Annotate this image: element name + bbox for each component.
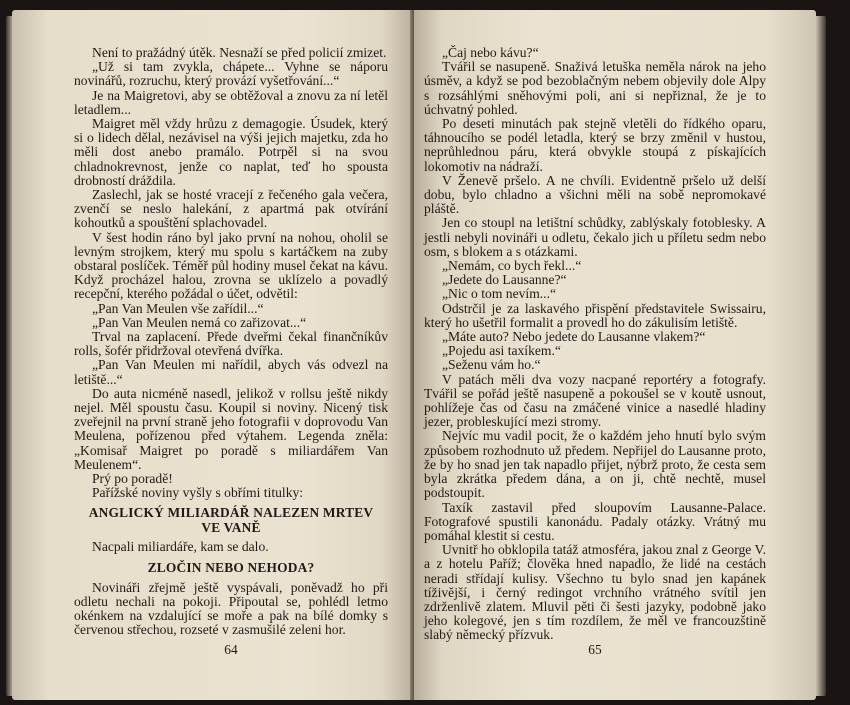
- headline-line: VE VANĚ: [201, 519, 261, 535]
- paragraph: Nejvíc mu vadil pocit, že o každém jeho hnutí bylo svým způsobem rozhodnuto už předem. Nepřijel do Lausanne proto, že by ho snad jen tak napadlo přijet, nýbrž proto, že cesta sem byla zkrátka předem dána, a on ji, chtě nechtě, musel podstoupit.: [424, 428, 766, 501]
- paragraph: Prý po poradě!: [92, 471, 173, 487]
- paragraph: „Čaj nebo kávu?“: [442, 45, 539, 60]
- paragraph: Tvářil se nasupeně. Snaživá letuška neměla nárok na jeho úsměv, a když se pod bezoblačným nebem objevily dole Alpy s rozsáhlými sněhovými poli, ani si nepřiznal, že je to úchvatný pohled.: [424, 59, 766, 117]
- paragraph: Novináři zřejmě ještě vyspávali, poněvadž ho při odletu nechali na pokoji. Připoutal se, pohlédl letmo okénkem na vzdalující se moře a pak na bílé domky s červenou střechou, rozseté v zasmušilé zeleni hor.: [74, 579, 388, 638]
- paragraph: Maigret měl vždy hrůzu z demagogie. Úsudek, který si o lidech dělal, nezávisel na výši jejich majetku, zda ho měli dost anebo pramálo. Potrpěl si na svou chladnokrevnost, jenže co naplat, teď ho spousta drobností dráždila.: [74, 116, 388, 188]
- newspaper-subheadline: ZLOČIN NEBO NEHODA?: [147, 559, 315, 575]
- paragraph: Do auta nicméně nasedl, jelikož v rollsu ještě nikdy nejel. Měl spoustu času. Koupil si noviny. Nicený tisk zveřejnil na první straně jeho fotografii v doprovodu Van Meulena, pořízenou před výtahem. Legenda zněla: „Komisař Maigret po poradě s miliardářem Van Meulenem“.: [74, 385, 388, 472]
- paragraph: Jen co stoupl na letištní schůdky, zablýskaly fotoblesky. A jestli nebyli novináři u odletu, čekalo jich u příletu sedm nebo osm, s blokem a s otázkami.: [424, 215, 766, 259]
- paragraph: Nacpali miliardáře, kam se dalo.: [92, 538, 269, 554]
- paragraph: „Nic o tom nevím...“: [442, 286, 557, 302]
- newspaper-headline: [74, 505, 388, 535]
- paragraph: „Pan Van Meulen vše zařídil...“: [92, 300, 264, 316]
- paragraph: „Seženu vám ho.“: [442, 357, 541, 373]
- paragraph: Není to pražádný útěk. Nesnaží se před policií zmizet.: [92, 45, 387, 60]
- headline-line: ANGLICKÝ MILIARDÁŘ NALEZEN MRTEV: [88, 504, 374, 520]
- paragraph: V šest hodin ráno byl jako první na nohou, oholil se levným strojkem, který mu spolu s kartáčkem na zuby obstaral poslíček. Téměř půl hodiny musel čekat na kávu. Když procházel halou, zrovna se uklízelo a povadlý recepční, kterého požádal o účet, odvětil:: [74, 229, 388, 302]
- paragraph: „Nemám, co bych řekl...“: [442, 258, 582, 274]
- paragraph: Uvnitř ho obklopila tatáž atmosféra, jakou znal z George V. a z hotelu Paříž; člověka hned napadlo, že lidé na cestách neradi střídají kulisy. Všechno tu bylo snad jen kapánek tíživější, i černý redingot vrchního vrátného svítil jen zdrženlivě zlatem. Mluvil pěti či šesti jazyky, podobně jako jeho kolegové, jen s tím rozdílem, že měl ve francouzštině slabý německý přízvuk.: [424, 542, 766, 643]
- left-page: [12, 10, 414, 700]
- paragraph: V patách měli dva vozy nacpané reportéry a fotografy. Tvářil se pořád ještě nasupeně a pokoušel se v koutě usnout, pohlížeje čas od času na zmáčené vinice a nasedlé hladiny jezer, probleskující mezi stromy.: [424, 371, 766, 430]
- paragraph: V Ženevě pršelo. A ne chvíli. Evidentně pršelo už delší dobu, bylo chladno a všichni měli na sobě nepromokavé pláště.: [424, 172, 766, 217]
- book-edge-right: [816, 16, 826, 696]
- paragraph: Po deseti minutách pak stejně vletěli do řídkého oparu, táhnoucího se podél letadla, který se brzy změnil v hustou, neprůhlednou páru, která obvykle stoupá z pískajících lokomotiv na nádraží.: [424, 116, 766, 174]
- page-number-left: 64: [224, 642, 238, 657]
- paragraph: Trval na zaplacení. Přede dveřmi čekal finančníkův rolls, šofér přidržoval otevřená dvířka.: [74, 329, 388, 359]
- paragraph: „Pan Van Meulen mi nařídil, abych vás odvezl na letiště...“: [74, 357, 388, 387]
- paragraph: Taxík zastavil před sloupovím Lausanne-Palace. Fotografové spustili kanonádu. Padaly otázky. Vrátný mu pomáhal klestit si cestu.: [424, 499, 766, 543]
- paragraph: „Jedete do Lausanne?“: [442, 272, 567, 288]
- paragraph: „Pojedu asi taxíkem.“: [442, 343, 561, 359]
- paragraph: „Pan Van Meulen nemá co zařizovat...“: [92, 314, 307, 330]
- paragraph: Pařížské noviny vyšly s obřími titulky:: [92, 485, 304, 501]
- right-page: [414, 10, 816, 700]
- paragraph: Odstrčil je za laskavého přispění představitele Swissairu, který ho ušetřil formalit a provedl ho do zákulisím letiště.: [424, 300, 766, 330]
- paragraph: Je na Maigretovi, aby se obtěžoval a znovu za ní letěl letadlem...: [74, 87, 388, 117]
- right-page-text: [424, 46, 766, 643]
- left-page-text: [74, 46, 388, 638]
- page-number-right: 65: [588, 642, 602, 657]
- paragraph: „Už si tam zvykla, chápete... Vyhne se náporu novinářů, rozruchu, který provází vyšetřování...“: [74, 59, 388, 89]
- paragraph: Zaslechl, jak se hosté vracejí z řečeného gala večera, zvenčí se neslo halekání, z apartmá pak otvírání kohoutků a spouštění splachovadel.: [74, 187, 388, 231]
- paragraph: „Máte auto? Nebo jedete do Lausanne vlakem?“: [442, 329, 706, 345]
